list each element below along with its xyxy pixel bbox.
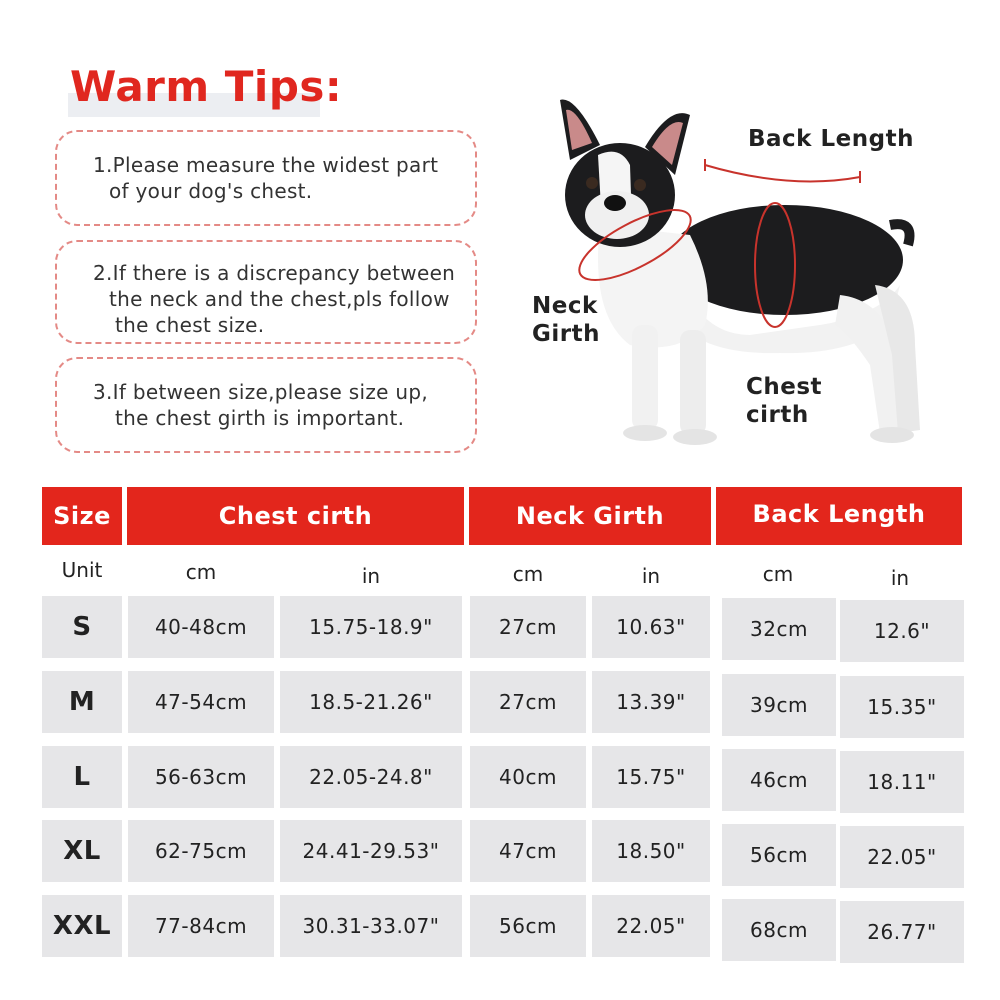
cell-size-row-5: XXL [42, 895, 122, 957]
cell-chest-cm-row-1: 40-48cm [128, 596, 274, 658]
cell-neck-in-row-5: 22.05" [592, 895, 710, 957]
cell-back-in-row-3: 18.11" [840, 751, 964, 813]
unit-neck-cm: cm [512, 562, 544, 586]
cell-back-cm-row-3: 46cm [722, 749, 836, 811]
header-chest-girth: Chest cirth [127, 487, 464, 545]
tip-2-line-3: the chest size. [115, 313, 265, 337]
tip-box-2 [55, 240, 477, 344]
header-back-length: Back Length [716, 487, 962, 545]
tips-title: Warm Tips: [70, 62, 343, 111]
cell-back-in-row-1: 12.6" [840, 600, 964, 662]
neck-girth-label-line-2: Girth [532, 321, 600, 347]
cell-neck-cm-row-1: 27cm [470, 596, 586, 658]
cell-size-row-2: M [42, 671, 122, 733]
unit-chest-cm: cm [185, 560, 217, 584]
header-size: Size [42, 487, 122, 545]
tip-1-line-2: of your dog's chest. [109, 179, 313, 203]
cell-chest-in-row-3: 22.05-24.8" [280, 746, 462, 808]
unit-chest-in: in [361, 564, 381, 588]
cell-neck-in-row-4: 18.50" [592, 820, 710, 882]
tip-2-line-2: the neck and the chest,pls follow [109, 287, 450, 311]
cell-size-row-1: S [42, 596, 122, 658]
cell-neck-cm-row-5: 56cm [470, 895, 586, 957]
cell-chest-cm-row-5: 77-84cm [128, 895, 274, 957]
unit-back-cm: cm [762, 562, 794, 586]
tip-3-line-1: 3.If between size,please size up, [93, 380, 429, 404]
cell-back-cm-row-4: 56cm [722, 824, 836, 886]
cell-chest-cm-row-2: 47-54cm [128, 671, 274, 733]
cell-chest-in-row-2: 18.5-21.26" [280, 671, 462, 733]
tip-2-line-1: 2.If there is a discrepancy between [93, 261, 456, 285]
back-length-label: Back Length [748, 126, 914, 152]
cell-chest-cm-row-3: 56-63cm [128, 746, 274, 808]
tip-box-1 [55, 130, 477, 226]
cell-chest-in-row-4: 24.41-29.53" [280, 820, 462, 882]
tip-box-3 [55, 357, 477, 453]
cell-back-cm-row-5: 68cm [722, 899, 836, 961]
unit-label: Unit [61, 558, 103, 582]
cell-neck-cm-row-3: 40cm [470, 746, 586, 808]
chest-girth-label-line-1: Chest [746, 374, 823, 400]
unit-back-in: in [890, 566, 910, 590]
cell-back-cm-row-2: 39cm [722, 674, 836, 736]
chest-girth-label-line-2: cirth [746, 402, 809, 428]
cell-back-cm-row-1: 32cm [722, 598, 836, 660]
cell-neck-cm-row-4: 47cm [470, 820, 586, 882]
cell-neck-cm-row-2: 27cm [470, 671, 586, 733]
cell-back-in-row-5: 26.77" [840, 901, 964, 963]
unit-neck-in: in [641, 564, 661, 588]
cell-neck-in-row-1: 10.63" [592, 596, 710, 658]
cell-size-row-3: L [42, 746, 122, 808]
cell-back-in-row-2: 15.35" [840, 676, 964, 738]
cell-chest-in-row-1: 15.75-18.9" [280, 596, 462, 658]
neck-girth-label-line-1: Neck [532, 293, 598, 319]
cell-neck-in-row-3: 15.75" [592, 746, 710, 808]
cell-chest-in-row-5: 30.31-33.07" [280, 895, 462, 957]
cell-back-in-row-4: 22.05" [840, 826, 964, 888]
cell-neck-in-row-2: 13.39" [592, 671, 710, 733]
tip-1-line-1: 1.Please measure the widest part [93, 153, 439, 177]
cell-size-row-4: XL [42, 820, 122, 882]
tip-3-line-2: the chest girth is important. [115, 406, 405, 430]
header-neck-girth: Neck Girth [469, 487, 711, 545]
cell-chest-cm-row-4: 62-75cm [128, 820, 274, 882]
